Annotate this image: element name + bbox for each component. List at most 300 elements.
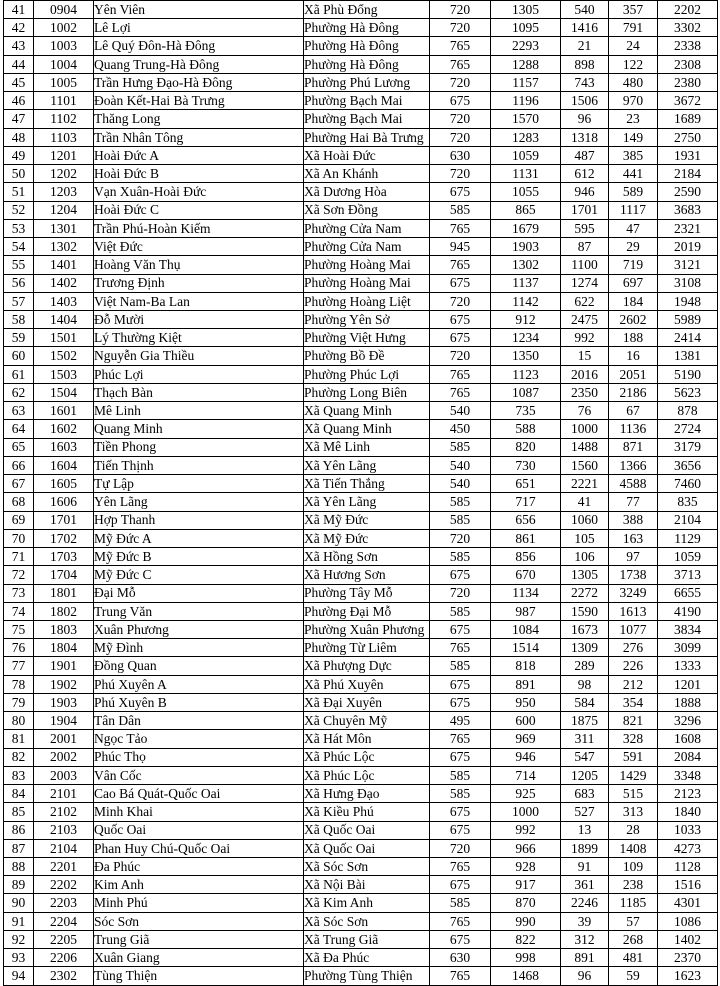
school-name-cell: Việt Nam-Ba Lan [94,292,304,310]
school-name-cell: Quang Trung-Hà Đông [94,55,304,73]
score-2-cell: 820 [491,438,561,456]
score-2-cell: 1288 [491,55,561,73]
score-1-cell: 765 [430,365,491,383]
score-3-cell: 1701 [561,201,609,219]
table-row [4,620,718,638]
score-3-cell: 76 [561,402,609,420]
score-4-cell: 719 [609,256,658,274]
score-1-cell: 675 [430,876,491,894]
score-1-cell: 720 [430,128,491,146]
total-cell: 1888 [658,693,718,711]
commune-cell: Phường Yên Sở [304,310,430,328]
school-code-cell: 1703 [34,548,94,566]
table-row [4,639,718,657]
score-3-cell: 584 [561,693,609,711]
score-4-cell: 226 [609,657,658,675]
score-2-cell: 818 [491,657,561,675]
commune-cell: Xã Mỹ Đức [304,529,430,547]
school-name-cell: Hoài Đức A [94,146,304,164]
table-row [4,365,718,383]
school-name-cell: Tiến Thịnh [94,456,304,474]
score-1-cell: 720 [430,584,491,602]
score-2-cell: 730 [491,456,561,474]
total-cell: 2084 [658,748,718,766]
score-2-cell: 969 [491,730,561,748]
school-code-cell: 1604 [34,456,94,474]
score-2-cell: 1196 [491,92,561,110]
school-name-cell: Yên Viên [94,1,304,19]
table-row [4,165,718,183]
total-cell: 5989 [658,310,718,328]
table-row [4,839,718,857]
total-cell: 3099 [658,639,718,657]
school-code-cell: 1401 [34,256,94,274]
score-1-cell: 765 [430,37,491,55]
score-4-cell: 313 [609,803,658,821]
row-number-cell: 45 [4,73,34,91]
school-name-cell: Xuân Giang [94,949,304,967]
total-cell: 3683 [658,201,718,219]
score-2-cell: 946 [491,748,561,766]
score-3-cell: 96 [561,110,609,128]
score-1-cell: 765 [430,858,491,876]
total-cell: 7460 [658,475,718,493]
score-3-cell: 527 [561,803,609,821]
school-name-cell: Hoài Đức C [94,201,304,219]
school-name-cell: Lê Quý Đôn-Hà Đông [94,37,304,55]
score-1-cell: 945 [430,238,491,256]
total-cell: 3656 [658,456,718,474]
score-2-cell: 928 [491,858,561,876]
score-4-cell: 23 [609,110,658,128]
score-2-cell: 966 [491,839,561,857]
school-code-cell: 2205 [34,930,94,948]
row-number-cell: 84 [4,785,34,803]
score-4-cell: 1366 [609,456,658,474]
row-number-cell: 74 [4,602,34,620]
school-name-cell: Mỹ Đức C [94,566,304,584]
table-row [4,201,718,219]
row-number-cell: 50 [4,165,34,183]
school-code-cell: 1204 [34,201,94,219]
total-cell: 3296 [658,712,718,730]
total-cell: 6655 [658,584,718,602]
score-3-cell: 891 [561,949,609,967]
score-2-cell: 912 [491,310,561,328]
school-name-cell: Minh Phú [94,894,304,912]
school-name-cell: Mỹ Đức A [94,529,304,547]
table-row [4,292,718,310]
school-code-cell: 2104 [34,839,94,857]
school-code-cell: 1005 [34,73,94,91]
table-row [4,602,718,620]
total-cell: 1948 [658,292,718,310]
score-1-cell: 675 [430,183,491,201]
score-1-cell: 675 [430,92,491,110]
score-4-cell: 149 [609,128,658,146]
table-row [4,858,718,876]
commune-cell: Xã Quang Minh [304,420,430,438]
school-name-cell: Đỗ Mười [94,310,304,328]
total-cell: 3713 [658,566,718,584]
score-1-cell: 720 [430,839,491,857]
score-1-cell: 585 [430,785,491,803]
school-name-cell: Đồng Quan [94,657,304,675]
score-4-cell: 1613 [609,602,658,620]
table-row [4,475,718,493]
school-code-cell: 1804 [34,639,94,657]
table-row [4,383,718,401]
row-number-cell: 46 [4,92,34,110]
score-3-cell: 622 [561,292,609,310]
score-4-cell: 354 [609,693,658,711]
total-cell: 1333 [658,657,718,675]
school-code-cell: 1802 [34,602,94,620]
score-1-cell: 675 [430,821,491,839]
table-row [4,730,718,748]
score-1-cell: 585 [430,511,491,529]
score-1-cell: 450 [430,420,491,438]
commune-cell: Phường Xuân Phương [304,620,430,638]
row-number-cell: 65 [4,438,34,456]
school-name-cell: Tự Lập [94,475,304,493]
score-2-cell: 1087 [491,383,561,401]
score-4-cell: 589 [609,183,658,201]
score-4-cell: 47 [609,219,658,237]
score-2-cell: 588 [491,420,561,438]
school-code-cell: 1004 [34,55,94,73]
score-2-cell: 861 [491,529,561,547]
row-number-cell: 85 [4,803,34,821]
score-3-cell: 91 [561,858,609,876]
table-row [4,183,718,201]
table-row [4,256,718,274]
table-row [4,73,718,91]
total-cell: 2338 [658,37,718,55]
score-3-cell: 2350 [561,383,609,401]
table-row [4,675,718,693]
school-code-cell: 1704 [34,566,94,584]
row-number-cell: 77 [4,657,34,675]
total-cell: 2380 [658,73,718,91]
school-code-cell: 2002 [34,748,94,766]
score-2-cell: 1514 [491,639,561,657]
school-name-cell: Việt Đức [94,238,304,256]
commune-cell: Phường Đại Mỗ [304,602,430,620]
row-number-cell: 54 [4,238,34,256]
score-2-cell: 1350 [491,347,561,365]
school-name-cell: Hoài Đức B [94,165,304,183]
school-code-cell: 1201 [34,146,94,164]
school-code-cell: 1202 [34,165,94,183]
total-cell: 5623 [658,383,718,401]
school-code-cell: 1601 [34,402,94,420]
row-number-cell: 60 [4,347,34,365]
score-3-cell: 595 [561,219,609,237]
table-row [4,329,718,347]
score-3-cell: 547 [561,748,609,766]
school-code-cell: 2102 [34,803,94,821]
school-name-cell: Tùng Thiện [94,967,304,986]
commune-cell: Phường Bạch Mai [304,110,430,128]
score-3-cell: 1060 [561,511,609,529]
document-table-body [4,1,718,986]
table-row [4,657,718,675]
score-4-cell: 871 [609,438,658,456]
score-4-cell: 29 [609,238,658,256]
school-code-cell: 1501 [34,329,94,347]
school-code-cell: 1702 [34,529,94,547]
score-3-cell: 487 [561,146,609,164]
score-2-cell: 1283 [491,128,561,146]
commune-cell: Xã Quốc Oai [304,821,430,839]
row-number-cell: 51 [4,183,34,201]
score-4-cell: 57 [609,912,658,930]
score-1-cell: 765 [430,912,491,930]
score-3-cell: 15 [561,347,609,365]
school-code-cell: 1404 [34,310,94,328]
commune-cell: Xã Mỹ Đức [304,511,430,529]
score-2-cell: 1157 [491,73,561,91]
school-name-cell: Đoàn Kết-Hai Bà Trưng [94,92,304,110]
score-4-cell: 238 [609,876,658,894]
total-cell: 1129 [658,529,718,547]
school-name-cell: Lý Thường Kiệt [94,329,304,347]
score-4-cell: 970 [609,92,658,110]
row-number-cell: 59 [4,329,34,347]
school-name-cell: Vạn Xuân-Hoài Đức [94,183,304,201]
score-1-cell: 765 [430,256,491,274]
score-4-cell: 59 [609,967,658,986]
total-cell: 2590 [658,183,718,201]
score-2-cell: 670 [491,566,561,584]
score-1-cell: 675 [430,748,491,766]
row-number-cell: 92 [4,930,34,948]
table-row [4,1,718,19]
school-code-cell: 1203 [34,183,94,201]
commune-cell: Phường Hà Đông [304,37,430,55]
total-cell: 1516 [658,876,718,894]
score-1-cell: 585 [430,438,491,456]
commune-cell: Phường Từ Liêm [304,639,430,657]
commune-cell: Xã Phúc Lộc [304,748,430,766]
score-4-cell: 2602 [609,310,658,328]
school-name-cell: Trần Nhân Tông [94,128,304,146]
school-code-cell: 1103 [34,128,94,146]
school-code-cell: 1603 [34,438,94,456]
total-cell: 2184 [658,165,718,183]
school-code-cell: 1901 [34,657,94,675]
score-1-cell: 540 [430,402,491,420]
row-number-cell: 43 [4,37,34,55]
school-name-cell: Phúc Lợi [94,365,304,383]
score-1-cell: 720 [430,1,491,19]
score-4-cell: 212 [609,675,658,693]
row-number-cell: 86 [4,821,34,839]
row-number-cell: 55 [4,256,34,274]
commune-cell: Phường Phú Lương [304,73,430,91]
score-2-cell: 1123 [491,365,561,383]
school-code-cell: 2001 [34,730,94,748]
school-code-cell: 1302 [34,238,94,256]
score-2-cell: 656 [491,511,561,529]
commune-cell: Xã Nội Bài [304,876,430,894]
score-2-cell: 1679 [491,219,561,237]
total-cell: 2019 [658,238,718,256]
row-number-cell: 52 [4,201,34,219]
total-cell: 1128 [658,858,718,876]
score-2-cell: 1095 [491,19,561,37]
school-name-cell: Yên Lãng [94,493,304,511]
school-name-cell: Trần Phú-Hoàn Kiếm [94,219,304,237]
table-row [4,438,718,456]
table-row [4,584,718,602]
table-row [4,766,718,784]
commune-cell: Xã Hương Sơn [304,566,430,584]
row-number-cell: 90 [4,894,34,912]
commune-cell: Phường Tùng Thiện [304,967,430,986]
score-1-cell: 720 [430,19,491,37]
score-1-cell: 720 [430,73,491,91]
commune-cell: Xã Hoài Đức [304,146,430,164]
score-3-cell: 2272 [561,584,609,602]
row-number-cell: 47 [4,110,34,128]
school-name-cell: Lê Lợi [94,19,304,37]
school-name-cell: Trần Hưng Đạo-Hà Đông [94,73,304,91]
score-3-cell: 1100 [561,256,609,274]
document-table [3,0,718,986]
total-cell: 1623 [658,967,718,986]
table-row [4,912,718,930]
score-3-cell: 946 [561,183,609,201]
total-cell: 2104 [658,511,718,529]
score-1-cell: 675 [430,675,491,693]
school-code-cell: 1602 [34,420,94,438]
row-number-cell: 81 [4,730,34,748]
total-cell: 3121 [658,256,718,274]
score-1-cell: 765 [430,639,491,657]
score-3-cell: 1506 [561,92,609,110]
school-name-cell: Hợp Thanh [94,511,304,529]
school-code-cell: 1902 [34,675,94,693]
score-2-cell: 891 [491,675,561,693]
score-2-cell: 925 [491,785,561,803]
score-1-cell: 675 [430,310,491,328]
score-1-cell: 675 [430,803,491,821]
row-number-cell: 66 [4,456,34,474]
score-2-cell: 651 [491,475,561,493]
total-cell: 1086 [658,912,718,930]
commune-cell: Phường Hoàng Mai [304,274,430,292]
school-code-cell: 2101 [34,785,94,803]
score-2-cell: 992 [491,821,561,839]
score-3-cell: 98 [561,675,609,693]
score-3-cell: 540 [561,1,609,19]
score-3-cell: 312 [561,930,609,948]
commune-cell: Phường Hoàng Mai [304,256,430,274]
total-cell: 878 [658,402,718,420]
school-name-cell: Mỹ Đức B [94,548,304,566]
score-4-cell: 821 [609,712,658,730]
score-1-cell: 720 [430,292,491,310]
school-code-cell: 0904 [34,1,94,19]
score-3-cell: 87 [561,238,609,256]
school-code-cell: 1402 [34,274,94,292]
total-cell: 4273 [658,839,718,857]
score-1-cell: 585 [430,493,491,511]
score-3-cell: 2221 [561,475,609,493]
score-4-cell: 328 [609,730,658,748]
score-1-cell: 585 [430,201,491,219]
table-row [4,785,718,803]
score-1-cell: 630 [430,146,491,164]
row-number-cell: 83 [4,766,34,784]
total-cell: 2724 [658,420,718,438]
score-3-cell: 1318 [561,128,609,146]
table-row [4,949,718,967]
score-4-cell: 276 [609,639,658,657]
commune-cell: Xã Phù Đổng [304,1,430,19]
score-4-cell: 1738 [609,566,658,584]
table-row [4,19,718,37]
school-code-cell: 1502 [34,347,94,365]
row-number-cell: 57 [4,292,34,310]
row-number-cell: 68 [4,493,34,511]
total-cell: 1402 [658,930,718,948]
score-4-cell: 791 [609,19,658,37]
school-name-cell: Thạch Bàn [94,383,304,401]
table-row [4,402,718,420]
total-cell: 3179 [658,438,718,456]
total-cell: 835 [658,493,718,511]
row-number-cell: 44 [4,55,34,73]
table-row [4,310,718,328]
score-2-cell: 1131 [491,165,561,183]
score-2-cell: 987 [491,602,561,620]
table-row [4,238,718,256]
row-number-cell: 67 [4,475,34,493]
row-number-cell: 75 [4,620,34,638]
school-code-cell: 1606 [34,493,94,511]
score-1-cell: 585 [430,766,491,784]
score-2-cell: 1055 [491,183,561,201]
score-1-cell: 765 [430,383,491,401]
commune-cell: Phường Cửa Nam [304,219,430,237]
total-cell: 1033 [658,821,718,839]
score-2-cell: 1000 [491,803,561,821]
table-row [4,347,718,365]
score-4-cell: 480 [609,73,658,91]
school-name-cell: Phan Huy Chú-Quốc Oai [94,839,304,857]
score-1-cell: 675 [430,930,491,948]
row-number-cell: 78 [4,675,34,693]
table-row [4,693,718,711]
table-row [4,748,718,766]
school-name-cell: Trung Văn [94,602,304,620]
score-4-cell: 163 [609,529,658,547]
score-1-cell: 765 [430,55,491,73]
row-number-cell: 89 [4,876,34,894]
score-4-cell: 1136 [609,420,658,438]
total-cell: 1689 [658,110,718,128]
score-2-cell: 1234 [491,329,561,347]
score-2-cell: 1142 [491,292,561,310]
commune-cell: Xã Kim Anh [304,894,430,912]
total-cell: 2123 [658,785,718,803]
score-3-cell: 39 [561,912,609,930]
school-name-cell: Trung Giã [94,930,304,948]
score-2-cell: 950 [491,693,561,711]
